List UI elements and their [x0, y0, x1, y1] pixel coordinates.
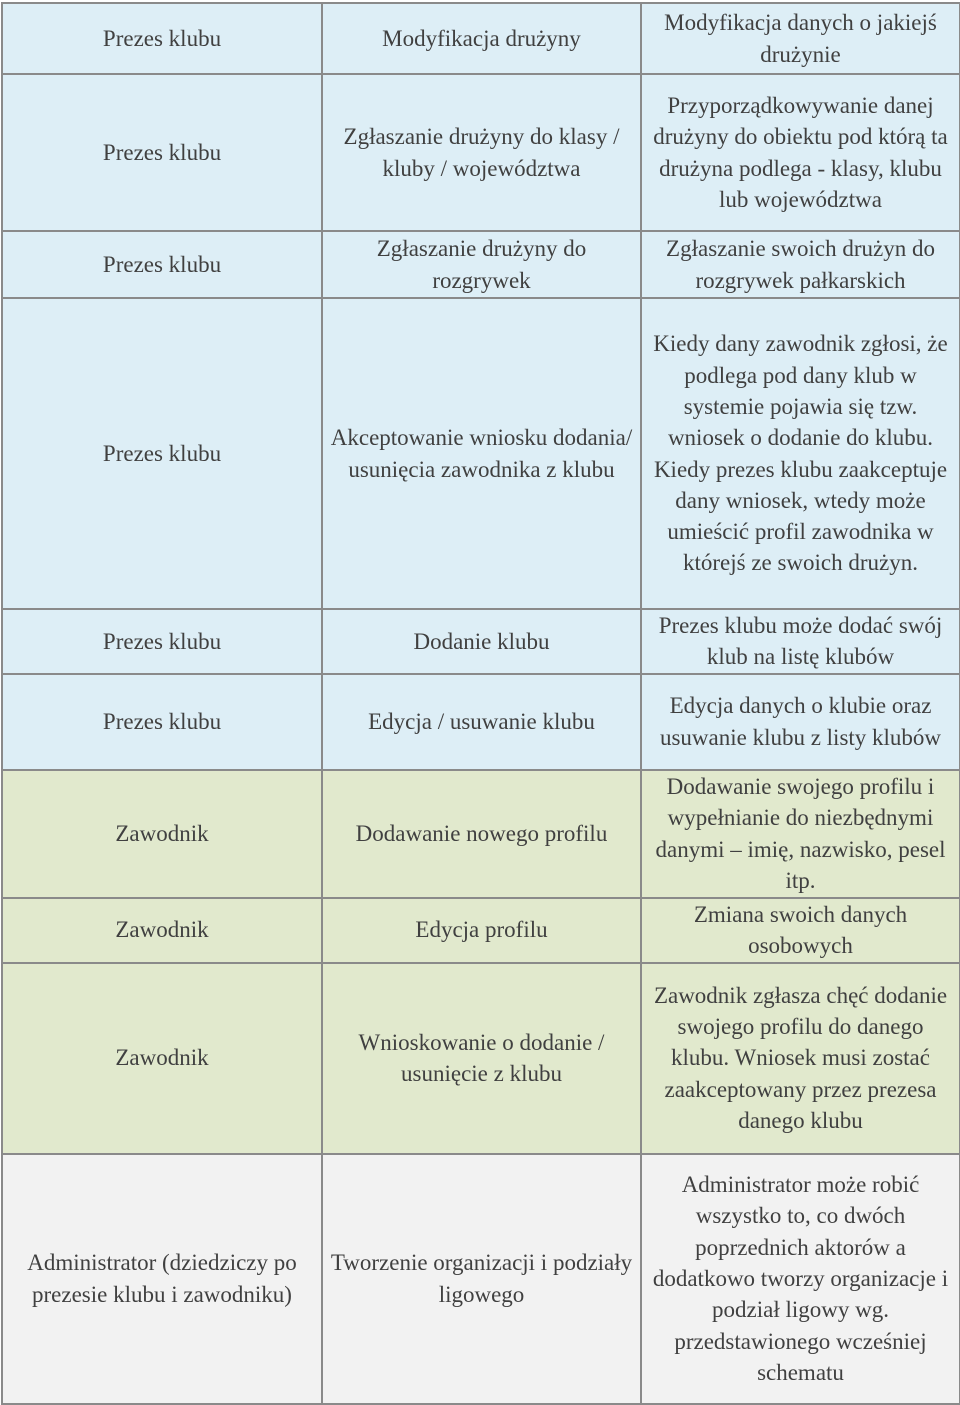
table-row	[2, 963, 960, 1154]
actor-cell: Prezes klubu	[2, 609, 322, 674]
table-row	[2, 609, 960, 674]
function-cell: Dodanie klubu	[322, 609, 641, 674]
function-cell: Akceptowanie wniosku dodania/ usunięcia zawodnika z klubu	[322, 298, 641, 609]
function-cell: Zgłaszanie drużyny do klasy / kluby / województwa	[322, 74, 641, 231]
actor-cell: Prezes klubu	[2, 231, 322, 298]
description-cell: Edycja danych o klubie oraz usuwanie klubu z listy klubów	[641, 674, 960, 770]
actor-cell: Zawodnik	[2, 963, 322, 1154]
description-cell: Kiedy dany zawodnik zgłosi, że podlega pod dany klub w systemie pojawia się tzw. wniosek o dodanie do klubu. Kiedy prezes klubu zaakceptuje dany wniosek, wtedy może umieścić profil zawodnika w którejś ze swoich drużyn.	[641, 298, 960, 609]
actor-cell: Prezes klubu	[2, 3, 322, 74]
table-row	[2, 674, 960, 770]
function-cell: Edycja / usuwanie klubu	[322, 674, 641, 770]
description-cell: Zawodnik zgłasza chęć dodanie swojego profilu do danego klubu. Wniosek musi zostać zaakceptowany przez prezesa danego klubu	[641, 963, 960, 1154]
actor-cell: Prezes klubu	[2, 74, 322, 231]
table-row	[2, 898, 960, 963]
actor-cell: Zawodnik	[2, 898, 322, 963]
table-row	[2, 74, 960, 231]
table-row	[2, 3, 960, 74]
description-cell: Przyporządkowywanie danej drużyny do obiektu pod którą ta drużyna podlega - klasy, klubu lub województwa	[641, 74, 960, 231]
actor-cell: Prezes klubu	[2, 674, 322, 770]
description-cell: Zgłaszanie swoich drużyn do rozgrywek pałkarskich	[641, 231, 960, 298]
table-row	[2, 231, 960, 298]
description-cell: Dodawanie swojego profilu i wypełnianie do niezbędnymi danymi – imię, nazwisko, pesel itp.	[641, 770, 960, 898]
description-cell: Administrator może robić wszystko to, co dwóch poprzednich aktorów a dodatkowo tworzy organizacje i podział ligowy wg. przedstawionego wcześniej schematu	[641, 1154, 960, 1404]
function-cell: Edycja profilu	[322, 898, 641, 963]
description-cell: Prezes klubu może dodać swój klub na listę klubów	[641, 609, 960, 674]
function-cell: Wnioskowanie o dodanie / usunięcie z klubu	[322, 963, 641, 1154]
function-cell: Modyfikacja drużyny	[322, 3, 641, 74]
description-cell: Zmiana swoich danych osobowych	[641, 898, 960, 963]
function-cell: Tworzenie organizacji i podziały ligowego	[322, 1154, 641, 1404]
actor-cell: Prezes klubu	[2, 298, 322, 609]
table-row	[2, 298, 960, 609]
table-row	[2, 770, 960, 898]
function-cell: Dodawanie nowego profilu	[322, 770, 641, 898]
description-cell: Modyfikacja danych o jakiejś drużynie	[641, 3, 960, 74]
actor-cell: Administrator (dziedziczy po prezesie klubu i zawodniku)	[2, 1154, 322, 1404]
table-row	[2, 1154, 960, 1404]
actor-cell: Zawodnik	[2, 770, 322, 898]
roles-table	[1, 2, 960, 1405]
function-cell: Zgłaszanie drużyny do rozgrywek	[322, 231, 641, 298]
